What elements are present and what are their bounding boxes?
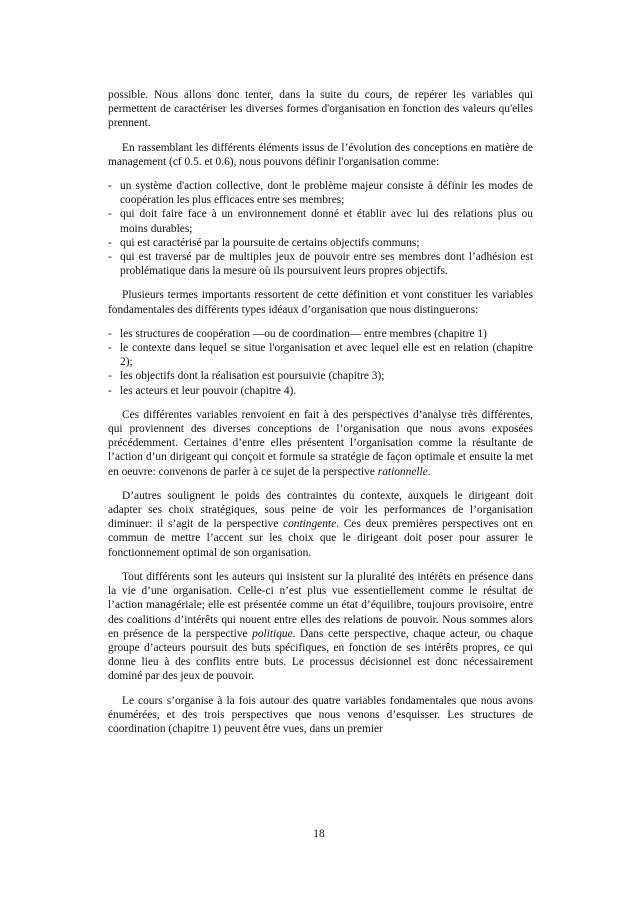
paragraph-text: . Dans cette perspective, chaque acteur, ou chaque groupe d’acteurs poursuit des buts spécifiques, en fonction de ses intérêts propres, ce qui donne lieu à des conflits entre buts. Le processus décisionnel est donc nécessairement dominé par des jeux de pouvoir. (108, 627, 533, 683)
list-item (108, 250, 533, 278)
paragraph-text: . (427, 465, 431, 478)
paragraph-text: Ces différentes variables renvoient en fait à des perspectives d’analyse très différentes, qui proviennent des diverses conceptions de l’organisation que nous avons exposées précédemment. Certaines d’entre elles présentent l’organisation comme la résultante de l’action d’un dirigeant qui conçoit et formule sa stratégie de façon optimale et ensuite la met en oeuvre: convenons de parler à ce sujet de la perspective (108, 408, 533, 478)
definition-list (108, 179, 533, 278)
list-item (108, 369, 533, 383)
list-item (108, 207, 533, 235)
paragraph-definition: En rassemblant les différents éléments issus de l’évolution des conceptions en matière de management (cf 0.5. et 0.6), nous pouvons définir l'organisation comme: (108, 141, 533, 168)
list-item (108, 236, 533, 250)
paragraph-text: Tout différents sont les auteurs qui insistent sur la pluralité des intérêts en présence dans la vie d’une organisation. Celle-ci n’est plus vue essentiellement comme le résultat de l’action managériale; elle est présentée comme un état d’équilibre, toujours provisoire, entre des coalitions d’intérêts qui nouent entre elles des relations de pouvoir. Nous sommes alors en présence de la perspective (108, 570, 533, 640)
list-item (108, 341, 533, 369)
bullet-dash: - (108, 180, 112, 193)
bullet-dash: - (108, 251, 112, 264)
bullet-dash: - (108, 236, 112, 249)
paragraph-text: D’autres soulignent le poids des contraintes du contexte, auxquels le dirigeant doit adapter ses choix stratégiques, sous peine de voir les performances de l’organisation diminuer: il s’agit de la perspective (108, 489, 533, 531)
list-item (108, 327, 533, 341)
list-item-text: un système d'action collective, dont le problème majeur consiste à définir les modes de coopération les plus efficaces entre ses membres; (120, 180, 533, 207)
list-item-text: qui est caractérisé par la poursuite de certains objectifs communs; (120, 236, 420, 249)
paragraph-contingent-perspective (108, 489, 533, 560)
paragraph-text: . Ces deux premières perspectives ont en commun de mettre l’accent sur les choix que le dirigeant doit poser pour assurer le fonctionnement optimal de son organisation. (108, 518, 533, 559)
page-number: 18 (313, 828, 325, 840)
paragraph-course-structure: Le cours s’organise à la fois autour des quatre variables fondamentales que nous avons énumérées, et des trois perspectives que nous venons d’esquisser. Les structures de coordination (chapitre 1) peuvent être vues, dans un premier (108, 694, 533, 735)
list-item-text: les objectifs dont la réalisation est poursuivie (chapitre 3); (120, 370, 385, 383)
list-item (108, 384, 533, 398)
paragraph-intro: possible. Nous allons donc tenter, dans la suite du cours, de repérer les variables qui permettent de caractériser les diverses formes d'organisation en fonction des valeurs qu'elles prennent. (108, 89, 533, 130)
bullet-dash: - (108, 384, 112, 397)
list-item-text: qui doit faire face à un environnement donné et établir avec lui des relations plus ou moins durables; (120, 208, 533, 235)
term-politique: politique (252, 627, 293, 640)
list-item-text: les structures de coopération —ou de coordination— entre membres (chapitre 1) (120, 327, 487, 340)
paragraph-rational-perspective (108, 408, 533, 479)
bullet-dash: - (108, 327, 112, 340)
term-contingente: contingente (283, 518, 337, 531)
list-item-text: le contexte dans lequel se situe l'organisation et avec lequel elle est en relation (chapitre 2); (120, 342, 533, 369)
list-item (108, 179, 533, 207)
bullet-dash: - (108, 370, 112, 383)
paragraph-political-perspective (108, 570, 533, 684)
list-item-text: qui est traversé par de multiples jeux de pouvoir entre ses membres dont l’adhésion est problématique dans la mesure où ils poursuivent leurs propres objectifs. (120, 251, 533, 278)
bullet-dash: - (108, 208, 112, 221)
variables-list (108, 327, 533, 398)
page-content (108, 88, 533, 746)
bullet-dash: - (108, 342, 112, 355)
term-rationnelle: rationnelle (377, 465, 428, 478)
paragraph-variables: Plusieurs termes importants ressortent de cette définition et vont constituer les variables fondamentales des différents types idéaux d’organisation que nous distinguerons: (108, 289, 533, 316)
list-item-text: les acteurs et leur pouvoir (chapitre 4). (120, 384, 297, 397)
